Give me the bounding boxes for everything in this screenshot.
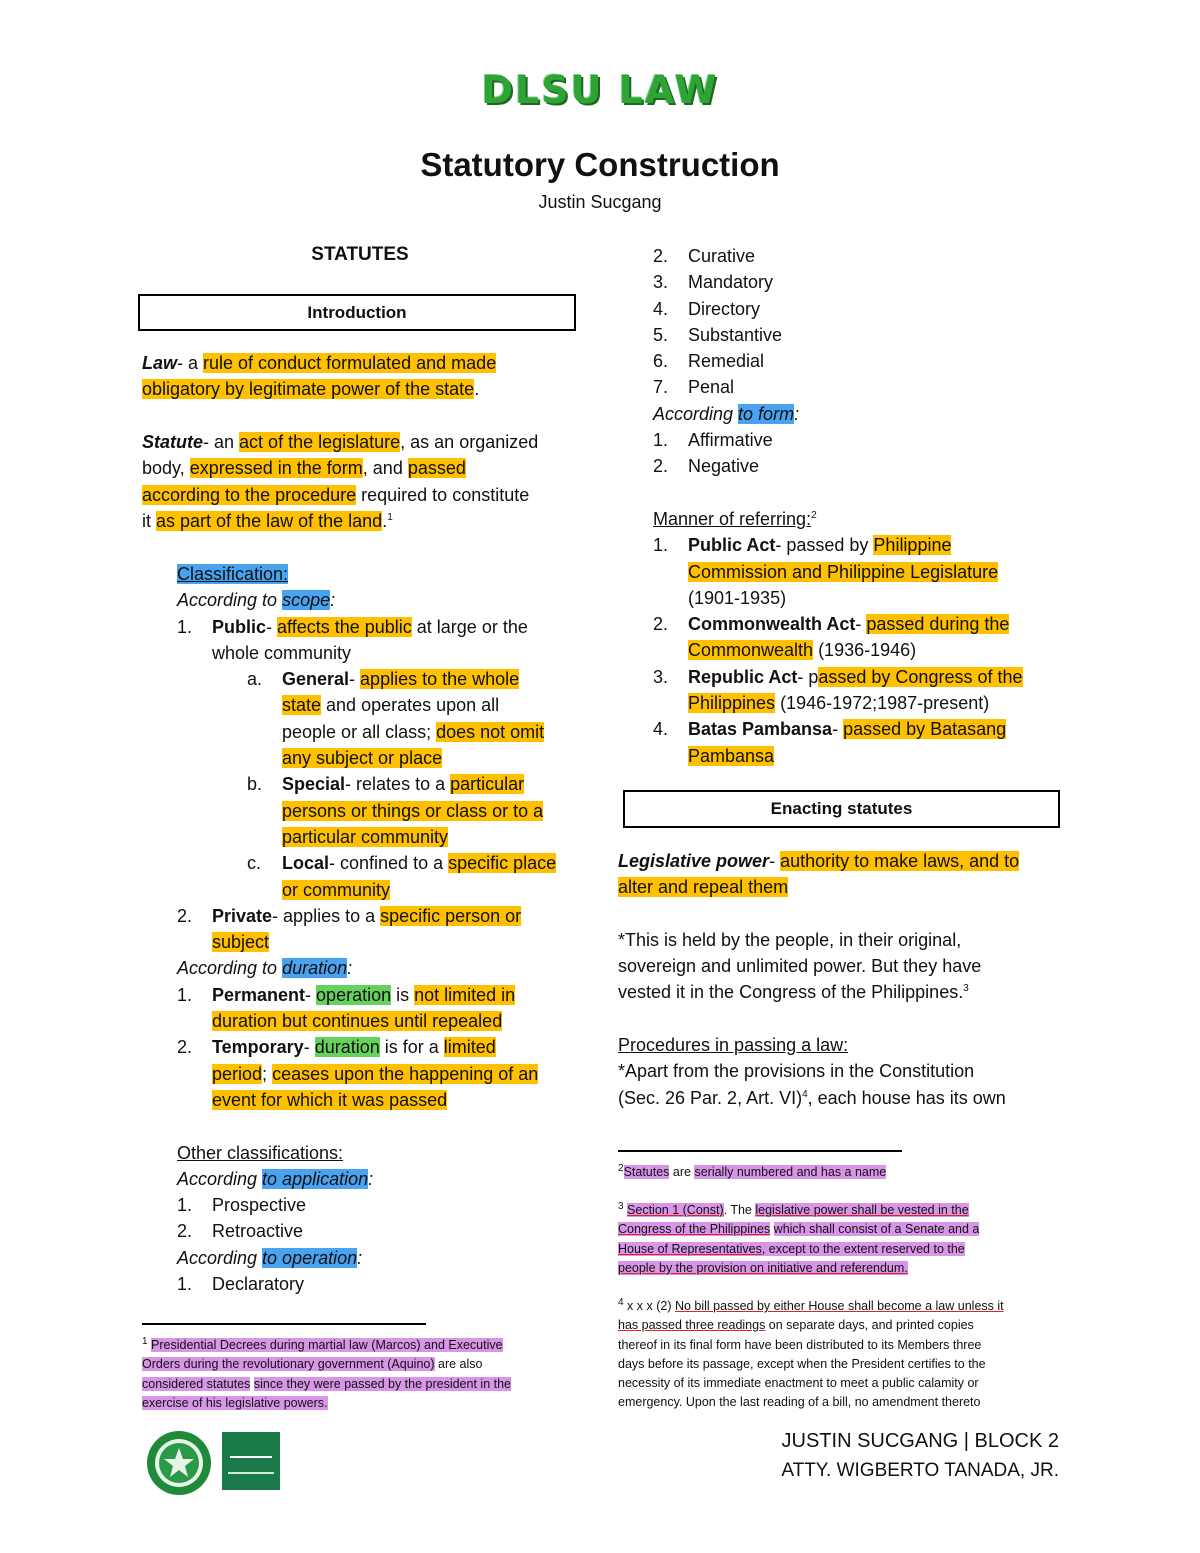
- document-author: Justin Sucgang: [538, 192, 662, 212]
- footnote-2: $^2$Statutes are serially numbered and has a name: [618, 1162, 887, 1179]
- footer-professor: ATTY. WIGBERTO TANADA, JR.: [781, 1460, 1059, 1481]
- dlsu-law-logo: DLSU LAW: [481, 68, 719, 112]
- dlsu-seal-icon: [146, 1430, 212, 1496]
- operation-continued-list: 2. Curative 3. Mandatory 4. Directory 5. Substantive 6. Remedial 7. Penal According to form: 1. Affirmative 2. Negative Manner of referring:$^2$ 1. Public Act- passed by Philippine Commission and Philippine Legislature (1901-1935) 2. Commonwealth Act- passed during the Commonwealth (1936-1946) 3. Republic Act- passed by Congress of the Philippines (1946-1972;1987-present) 4. Batas Pambansa- passed by Batasang Pambansa: [653, 246, 1023, 766]
- footnote-3: $^3$ Section 1 (Const). The legislative power shall be vested in the Congress of the Philippines which shall consist of a Senate and a House of Representatives, except to the extent reserved to the people by the provision on initiative and referendum.: [618, 1200, 980, 1275]
- footer-name: JUSTIN SUCGANG | BLOCK 2: [781, 1430, 1059, 1452]
- enacting-statutes-box: Enacting statutes: [623, 790, 1060, 828]
- footnote-1: $^1$ Presidential Decrees during martial law (Marcos) and Executive Orders during the revolutionary government (Aquino) are also considered statutes since they were passed by the president in the exercise of his legislative powers.: [142, 1335, 511, 1410]
- footnote-4: $^4$ x x x (2) No bill passed by either House shall become a law unless it has passed three readings on separate days, and printed copies thereof in its final form have been distributed to its Members three days before its passage, except when the President certifies to the necessity of its immediate enactment to meet a public calamity or emergency. Upon the last reading of a bill, no amendment thereto: [618, 1296, 1004, 1410]
- introduction-box: Introduction: [138, 294, 576, 331]
- legislative-power-definition: Legislative power- authority to make laws, and to alter and repeal them *This is held by the people, in their original, sovereign and unlimited power. But they have vested it in the Congress of the Philippines.$^3$ Procedures in passing a law: *Apart from the provisions in the Constitution (Sec. 26 Par. 2, Art. VI)$^4$, each house has its own: [618, 851, 1020, 1108]
- footnote-rule-right: [618, 1150, 902, 1152]
- classification-list: Classification: According to scope: 1. Public- affects the public at large or the whole community a. General- applies to the whole state and operates upon all people or all class; does not omit any subject or place b. Special- relates to a particular persons or things or class or to a particular community c. Local- confined to a specific place or community 2. Private- applies to a specific person or subject According to duration: 1. Permanent- operation is not limited in duration but continues until repealed 2. Temporary- duration is for a limited period; ceases upon the happening of an event for which it was passed Other classifications: According to application: 1. Prospective 2. Retroactive According to operation: 1. Declaratory: [177, 564, 557, 1295]
- law-definition: Law- a rule of conduct formulated and made obligatory by legitimate power of the state.: [142, 353, 497, 400]
- footnote-rule-left: [142, 1323, 426, 1325]
- college-of-law-logo: [222, 1432, 280, 1490]
- section-heading-statutes: STATUTES: [311, 244, 409, 265]
- statute-definition: Statute- an act of the legislature, as an organized body, expressed in the form, and passed according to the procedure required to constitute it as part of the law of the land.$^1$: [142, 432, 539, 531]
- document-title: Statutory Construction: [420, 146, 780, 183]
